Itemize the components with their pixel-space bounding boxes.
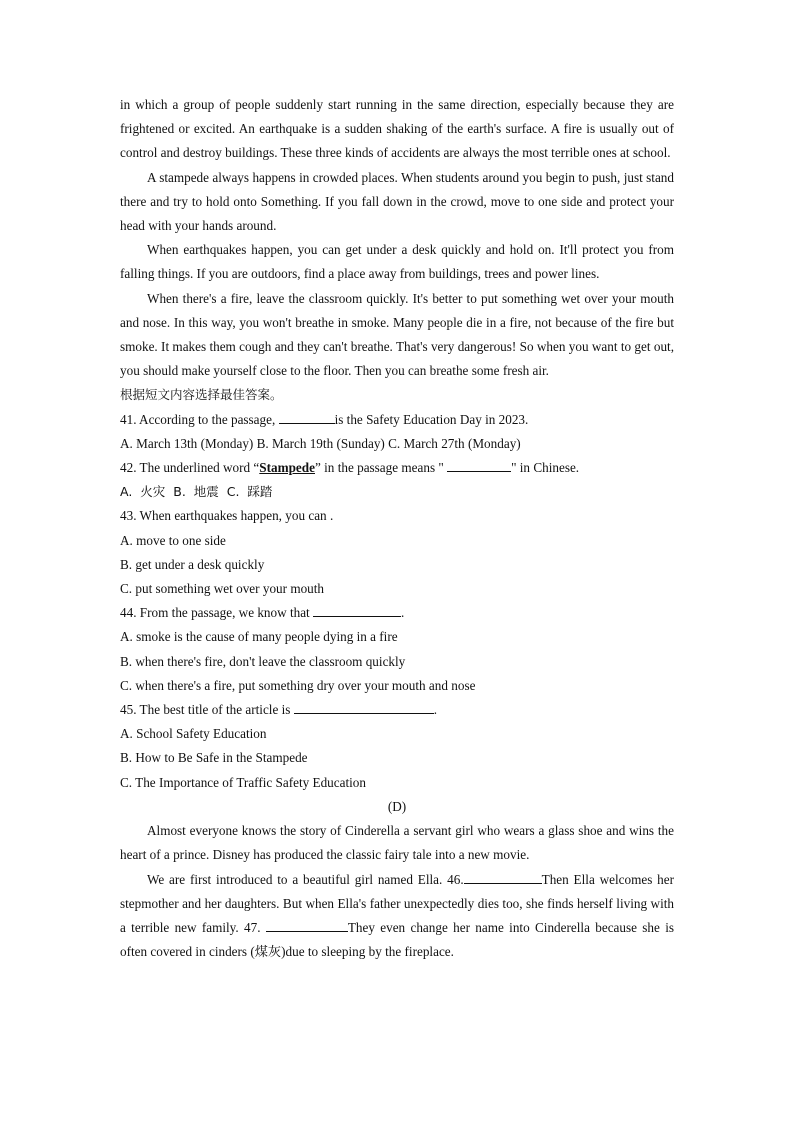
answer-blank [294, 699, 434, 714]
underlined-word: Stampede [259, 460, 315, 476]
option-b: B. get under a desk quickly [120, 556, 265, 572]
question-text: ” in the passage means " [314, 460, 448, 476]
question-42-options: A. 火灾 B. 地震 C. 踩踏 [120, 484, 273, 500]
section-heading: (D) [387, 798, 407, 814]
question-43: 43. When earthquakes happen, you can . [120, 508, 334, 524]
option-b: B. How to Be Safe in the Stampede [120, 750, 308, 766]
question-text: 41. According to the passage, [120, 411, 279, 427]
question-text: . [401, 605, 405, 621]
passage-paragraph: in which a group of people suddenly start running in the same direction, especially because they are frightened or excited. An earthquake is a sudden shaking of the earth's surface. A fire is usually out of control and destroy buildings. These three kinds of accidents are always the most terrible ones at school. [120, 97, 674, 161]
answer-blank [313, 602, 401, 617]
question-text: . [433, 702, 438, 718]
instruction: 根据短文内容选择最佳答案。 [120, 387, 283, 403]
question-41-options: A. March 13th (Monday) B. March 19th (Sunday) C. March 27th (Monday) [120, 435, 521, 451]
passage-paragraph: A stampede always happens in crowded places. When students around you begin to push, just stand there and try to hold onto Something. If you fall down in the crowd, move to one side and protect your head with your hands around. [120, 169, 674, 234]
option-c: C. when there's a fire, put something dry over your mouth and nose [120, 677, 476, 693]
passage-paragraph: Almost everyone knows the story of Cinderella a servant girl who wears a glass shoe and wins the heart of a prince. Disney has produced the classic fairy tale into a new movie. [120, 823, 674, 863]
question-text: 44. From the passage, we know that [120, 605, 314, 621]
question-text: 42. The underlined word “ [120, 460, 260, 476]
option-c: C. put something wet over your mouth [120, 581, 325, 597]
option-a: A. smoke is the cause of many people dying in a fire [120, 629, 398, 645]
question-42 [120, 456, 674, 480]
question-text: " in Chinese. [511, 460, 580, 476]
question-45 [120, 698, 674, 722]
option-c: C. The Importance of Traffic Safety Education [120, 774, 366, 790]
answer-blank [266, 917, 348, 932]
passage-text: They even change her name into Cinderella because she is often covered in cinders (煤灰)due to sleeping by the fireplace. [120, 919, 674, 960]
question-44 [120, 601, 674, 625]
question-41 [120, 408, 674, 432]
option-b: B. when there's fire, don't leave the classroom quickly [120, 653, 406, 669]
answer-blank [464, 869, 542, 884]
question-text: is the Safety Education Day in 2023. [334, 411, 529, 427]
document-page [120, 93, 674, 964]
passage-paragraph: When earthquakes happen, you can get under a desk quickly and hold on. It'll protect you from falling things. If you are outdoors, find a place away from buildings, trees and power lines. [120, 242, 674, 282]
passage-text: We are first introduced to a beautiful girl named Ella. 46. [147, 871, 464, 887]
question-text: 45. The best title of the article is [120, 702, 294, 718]
passage-paragraph: When there's a fire, leave the classroom quickly. It's better to put something wet over your mouth and nose. In this way, you won't breathe in smoke. Many people die in a fire, not because of the fire but smoke. It makes them cough and they can't breathe. That's very dangerous! So when you want to get out, you should make yourself close to the floor. Then you can breathe some fresh air. [120, 290, 674, 379]
passage-text: Then Ella welcomes her stepmother and her daughters. But when Ella's father unexpectedly dies too, she finds herself living with a terrible new family. 47. [120, 871, 674, 935]
option-a: A. School Safety Education [120, 726, 267, 742]
passage-paragraph [120, 868, 674, 965]
answer-blank [447, 457, 511, 472]
option-a: A. move to one side [120, 532, 226, 548]
answer-blank [279, 409, 335, 424]
